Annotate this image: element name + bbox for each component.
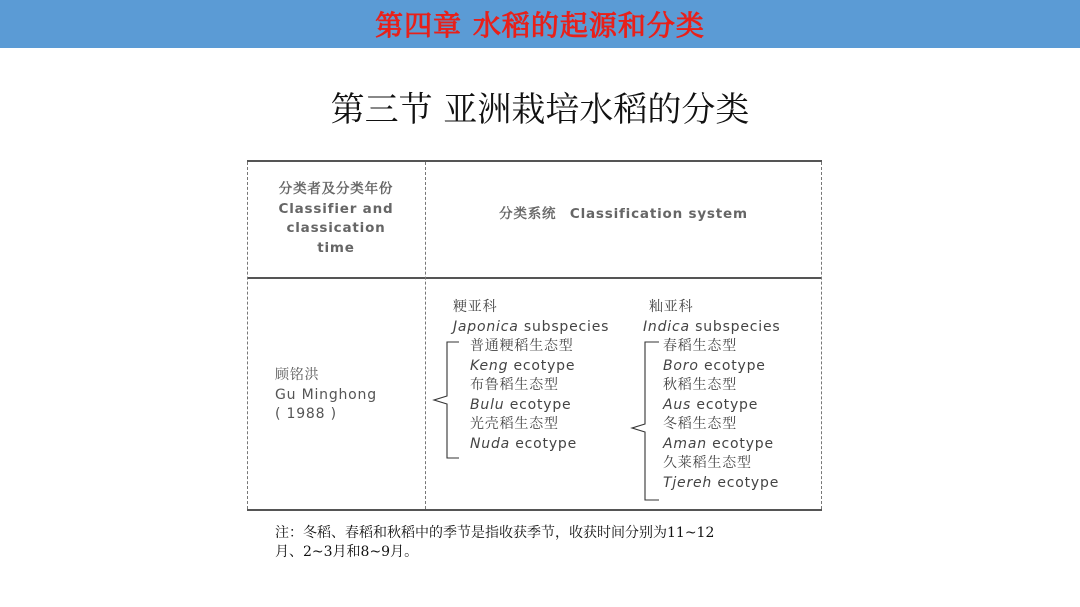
- chapter-banner: [0, 0, 1080, 48]
- header-classifier-en-1: Classifier and: [278, 200, 394, 217]
- author-name-cn: 顾铭洪: [275, 367, 320, 383]
- chapter-title: 第四章 水稻的起源和分类: [375, 9, 705, 42]
- footnote: [275, 524, 795, 562]
- japonica-item-cn: 光壳稻生态型: [470, 416, 559, 432]
- indica-item-cn: 冬稻生态型: [663, 416, 737, 432]
- header-system-cn: 分类系统: [499, 206, 557, 222]
- table-bottom-rule: [247, 509, 822, 511]
- indica-title-cn: 籼亚科: [649, 299, 694, 315]
- japonica-title-en: Japonica subspecies: [453, 318, 610, 335]
- indica-item-cn: 春稻生态型: [663, 338, 737, 354]
- indica-items: [643, 337, 780, 493]
- footnote-line-1: 注：冬稻、春稻和秋稻中的季节是指收获季节，收获时间分别为11~12: [275, 525, 715, 541]
- header-classifier: [247, 180, 425, 258]
- indica-column: [643, 298, 780, 493]
- table-header-rule: [247, 277, 822, 279]
- author-name-en: Gu Minghong: [275, 386, 377, 403]
- table-top-rule: [247, 160, 822, 162]
- footnote-line-2: 月、2~3月和8~9月。: [275, 544, 419, 560]
- indica-item-en: Aman ecotype: [663, 435, 774, 452]
- author-cell: [275, 366, 377, 425]
- header-classifier-cn: 分类者及分类年份: [278, 181, 394, 197]
- classification-table: [247, 160, 822, 511]
- japonica-item-en: Nuda ecotype: [470, 435, 578, 452]
- header-classifier-en-2: classication: [286, 220, 386, 236]
- japonica-title-cn: 粳亚科: [453, 299, 498, 315]
- header-system: [425, 202, 822, 222]
- japonica-item-cn: 普通粳稻生态型: [470, 338, 574, 354]
- japonica-column: [453, 298, 609, 454]
- indica-item-en: Tjereh ecotype: [663, 474, 780, 491]
- japonica-items: [453, 337, 609, 454]
- author-year: ( 1988 ): [275, 406, 337, 422]
- indica-item-en: Aus ecotype: [663, 396, 759, 413]
- japonica-item-en: Bulu ecotype: [470, 396, 572, 413]
- indica-item-en: Boro ecotype: [663, 357, 766, 374]
- indica-item-cn: 秋稻生态型: [663, 377, 737, 393]
- japonica-item-cn: 布鲁稻生态型: [470, 377, 559, 393]
- indica-title-en: Indica subspecies: [643, 318, 781, 335]
- section-title: 第三节 亚洲栽培水稻的分类: [330, 90, 750, 130]
- header-system-en: Classification system: [569, 206, 748, 222]
- indica-item-cn: 久莱稻生态型: [663, 455, 752, 471]
- japonica-item-en: Keng ecotype: [470, 357, 576, 374]
- header-classifier-en-3: time: [317, 239, 355, 256]
